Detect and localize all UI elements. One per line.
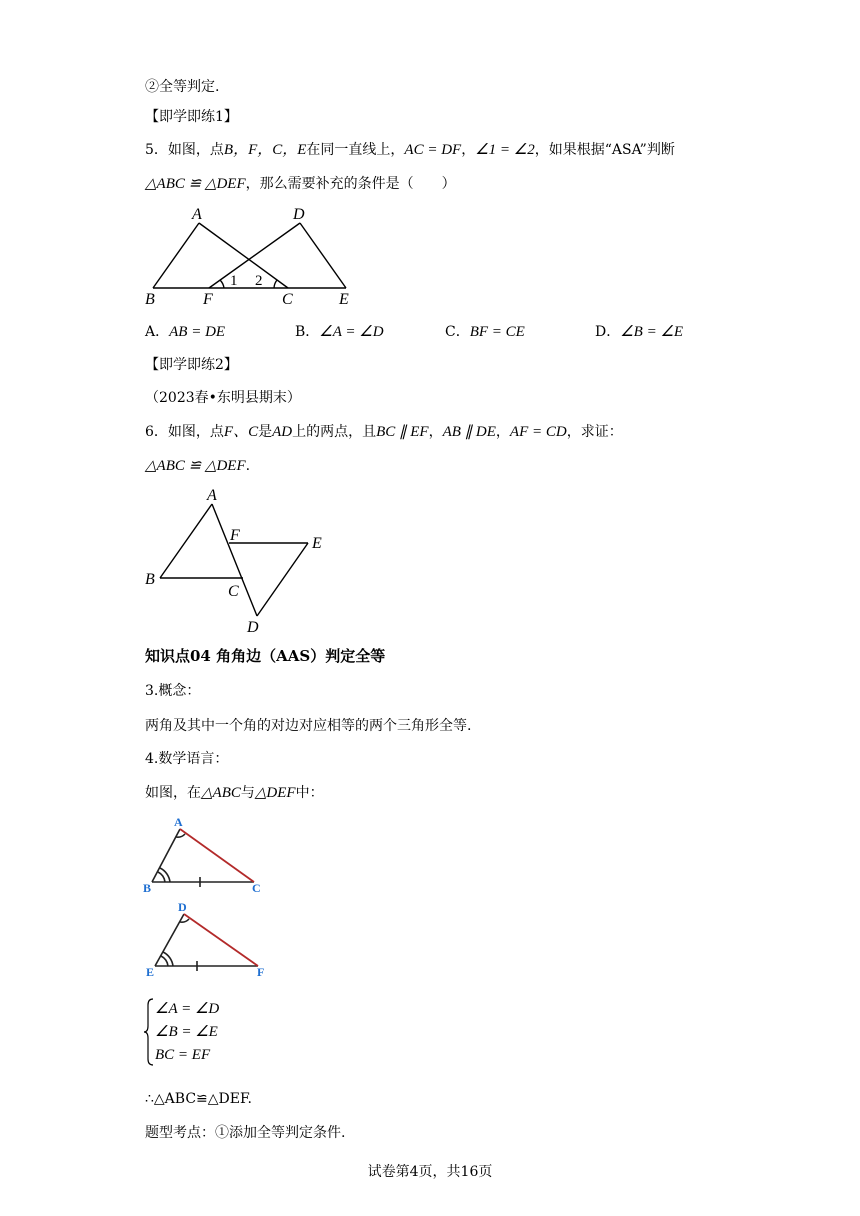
fig1-label-a: A (192, 206, 202, 223)
fig4-label-e: E (146, 965, 155, 979)
condition-angle-a-d: ∠A = ∠D (155, 1001, 220, 1017)
fig1-angle-1: 1 (230, 273, 238, 289)
option-d[interactable]: D．∠B = ∠E (595, 324, 684, 340)
fig3-label-b: B (143, 881, 152, 895)
figure-triangle-abc (140, 812, 270, 898)
math-language-title: 4.数学语言： (145, 751, 229, 767)
question-5-line-1: 5．如图，点B，F，C，E在同一直线上，AC = DF，∠1 = ∠2，如果根据“ASA”判断 (145, 142, 675, 158)
figure-triangle-def (140, 898, 275, 984)
concept-title: 3.概念： (145, 683, 201, 699)
fig1-label-e: E (339, 291, 349, 308)
fig2-label-e: E (312, 535, 322, 552)
option-b[interactable]: B．∠A = ∠D (295, 324, 384, 340)
source-note: （2023春•东明县期末） (145, 390, 301, 406)
question-6-line-1: 6．如图，点F、C是AD上的两点，且BC ∥ EF，AB ∥ DE，AF = CD，求证： (145, 424, 623, 440)
condition-angle-b-e: ∠B = ∠E (155, 1024, 218, 1040)
option-c[interactable]: C．BF = CE (445, 324, 525, 340)
figure-q6 (140, 483, 340, 638)
fig1-label-b: B (145, 291, 155, 308)
fig2-label-c: C (228, 583, 239, 600)
fig4-label-f: F (257, 965, 265, 979)
math-intro: 如图，在△ABC与△DEF中： (145, 785, 324, 801)
page-footer: 试卷第4页，共16页 (367, 1164, 493, 1180)
fig1-label-f: F (203, 291, 213, 308)
fig1-label-d: D (293, 206, 305, 223)
condition-brace (143, 997, 155, 1067)
fig3-label-c: C (252, 881, 261, 895)
option-a[interactable]: A．AB = DE (145, 324, 226, 340)
concept-text: 两角及其中一个角的对边对应相等的两个三角形全等. (145, 718, 472, 734)
question-5-line-2: △ABC ≌ △DEF，那么需要补充的条件是（ ） (145, 176, 456, 192)
fig2-label-b: B (145, 571, 155, 588)
condition-side-bc-ef: BC = EF (155, 1047, 211, 1063)
fig2-label-f: F (230, 527, 240, 544)
exam-point: 题型考点：①添加全等判定条件. (145, 1125, 346, 1141)
question-6-line-2: △ABC ≌ △DEF. (145, 458, 251, 474)
fig4-label-d: D (178, 900, 187, 914)
fig2-label-d: D (247, 619, 259, 636)
fig1-label-c: C (282, 291, 293, 308)
fig2-label-a: A (207, 487, 217, 504)
fig1-angle-2: 2 (255, 273, 263, 289)
knowledge-point-heading: 知识点04 角角边（AAS）判定全等 (145, 647, 386, 665)
figure-q5 (140, 200, 370, 312)
conclusion: ∴△ABC≌△DEF. (145, 1091, 252, 1107)
line-judgment: ②全等判定. (145, 79, 220, 95)
practice-label-2: 【即学即练2】 (145, 357, 238, 373)
practice-label-1: 【即学即练1】 (145, 109, 238, 125)
fig3-label-a: A (174, 815, 183, 829)
